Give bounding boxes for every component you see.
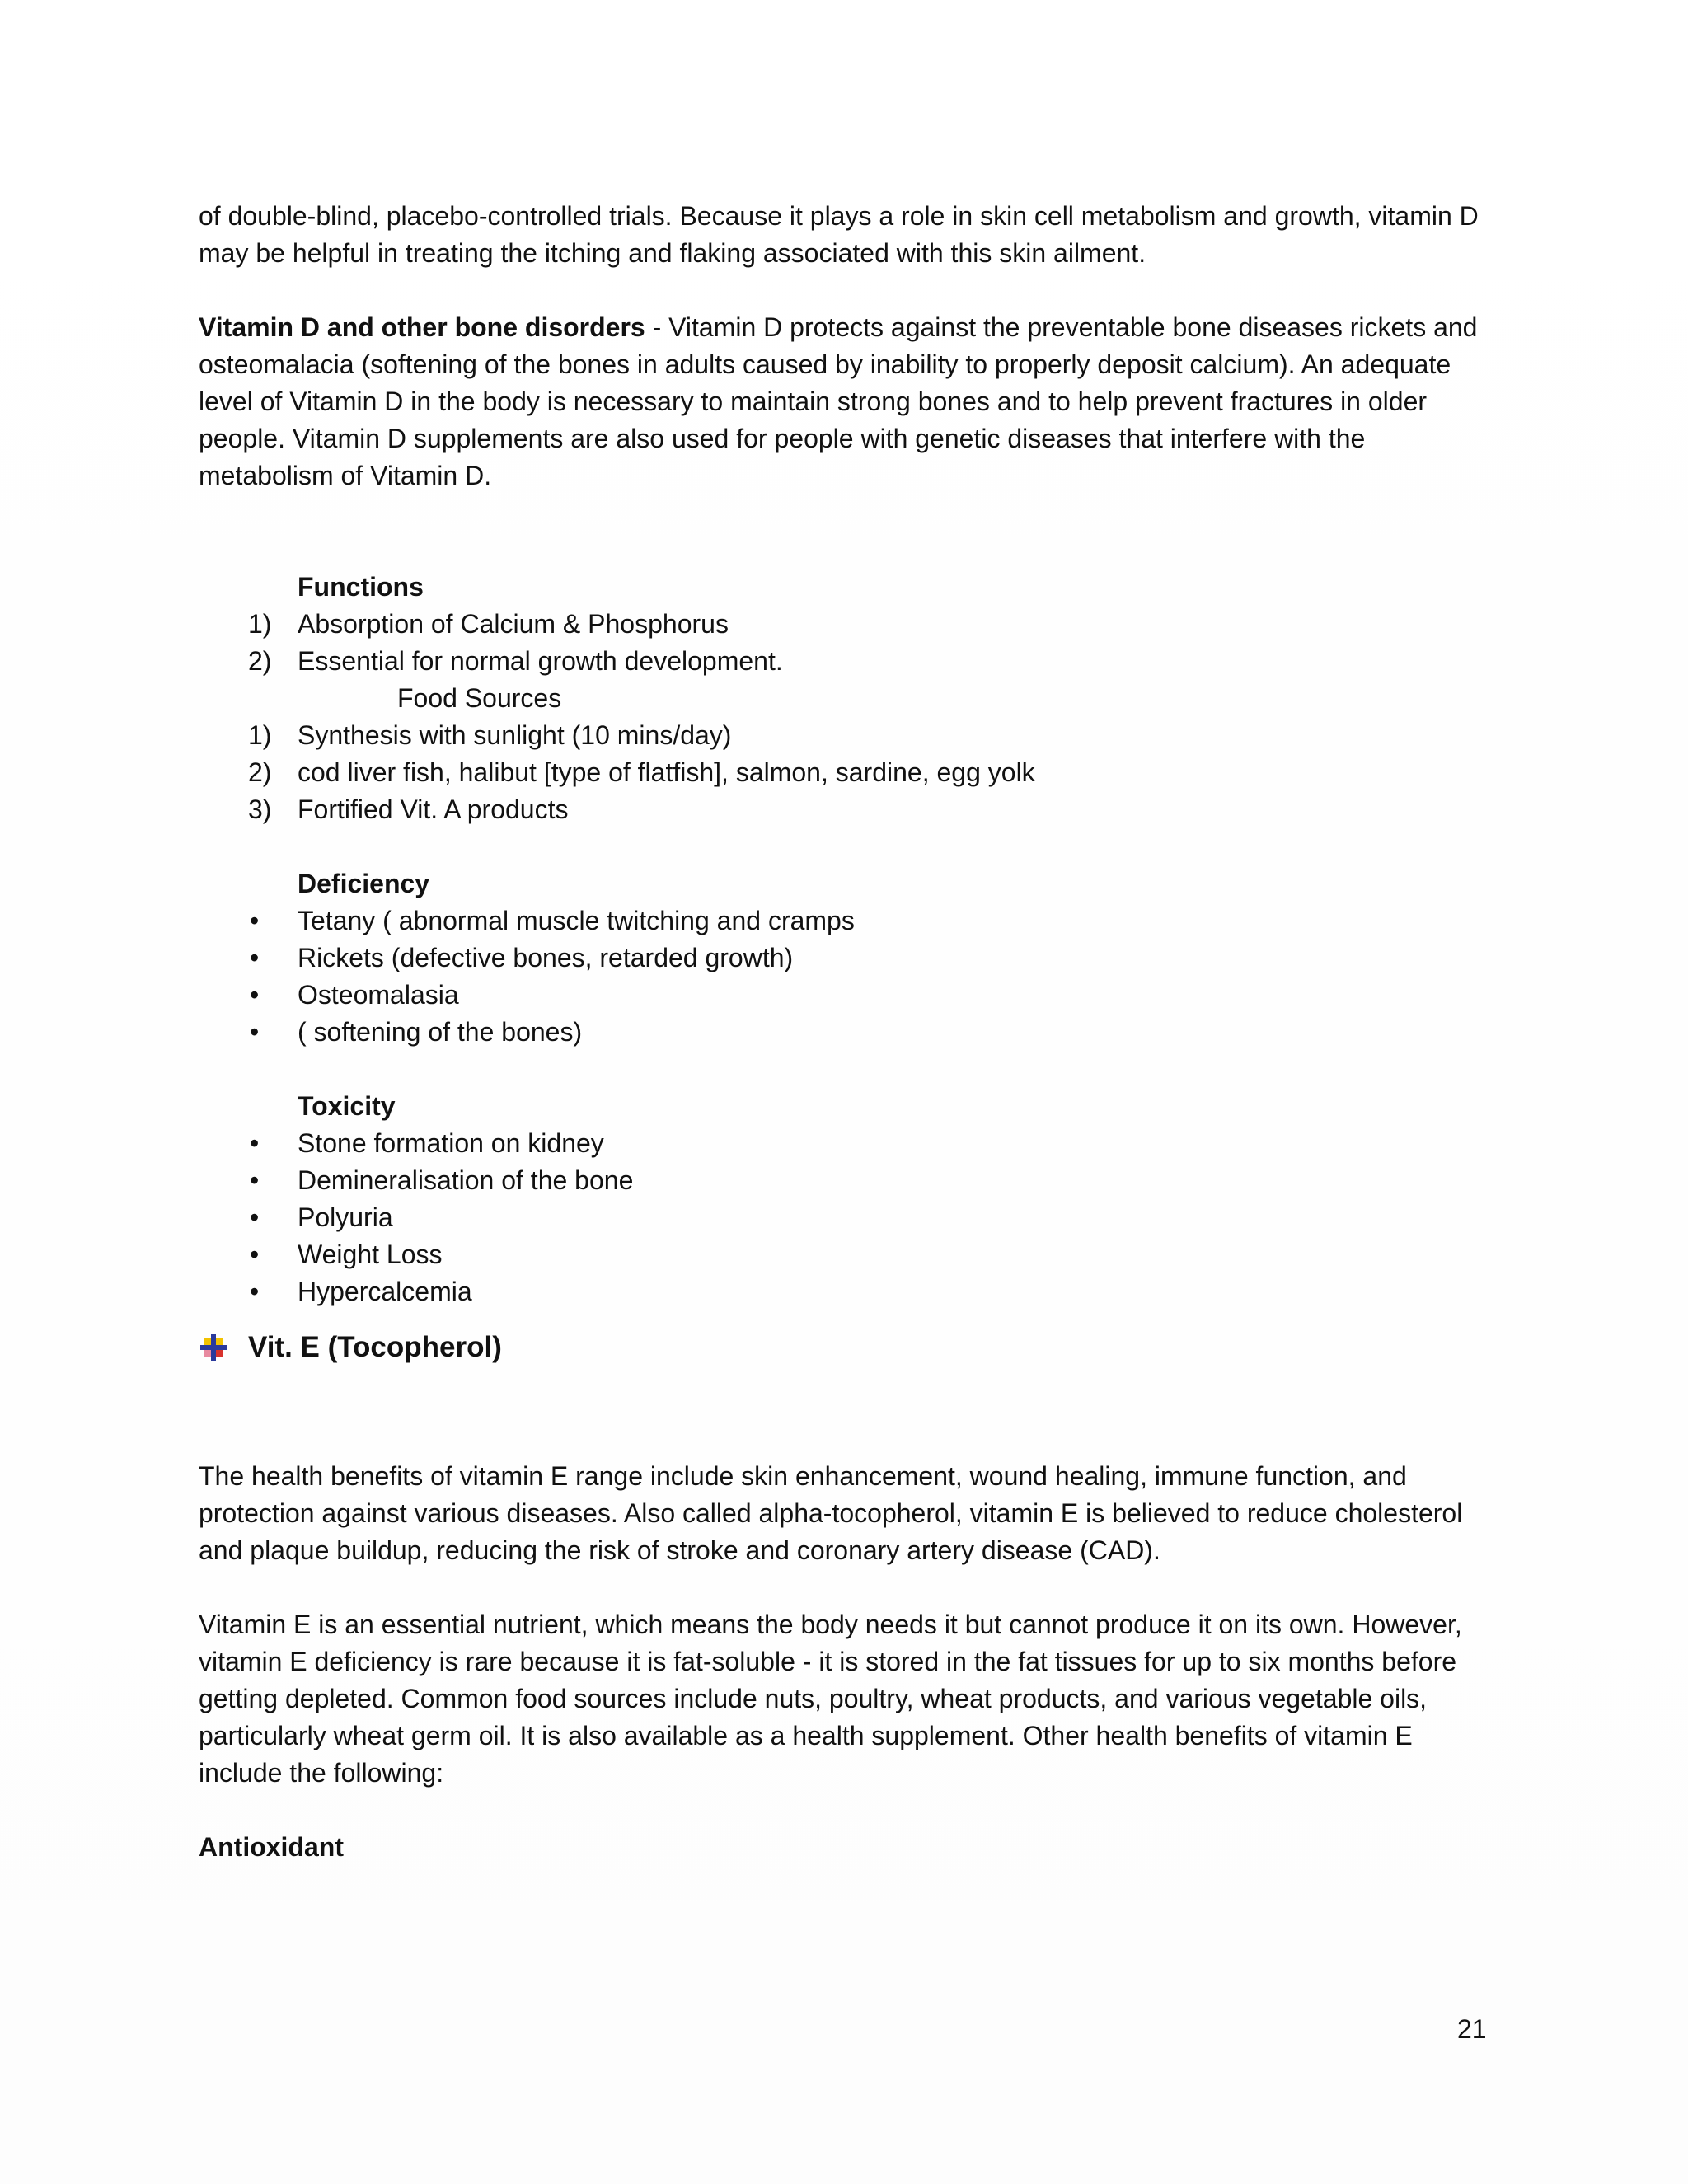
bullet-icon: • — [250, 1277, 260, 1306]
list-item-text: Demineralisation of the bone — [298, 1165, 634, 1195]
bullet-icon: • — [250, 943, 260, 972]
list-item-text: Synthesis with sunlight (10 mins/day) — [298, 720, 732, 750]
bullet-icon: • — [250, 1240, 260, 1269]
list-item-text: Hypercalcemia — [298, 1277, 472, 1306]
bullet-icon: • — [250, 1165, 260, 1195]
list-item — [199, 1236, 1493, 1273]
spacer — [199, 828, 1493, 865]
list-item-text: Polyuria — [298, 1202, 393, 1232]
list-item-text: Fortified Vit. A products — [298, 794, 569, 824]
deficiency-heading: Deficiency — [298, 869, 430, 898]
vit-e-paragraph-2: Vitamin E is an essential nutrient, which means the body needs it but cannot produce it on its own. However, vitamin E deficiency is rare because it is fat-soluble - it is stored in the fat tissues for up to six months before getting depleted. Common food sources include nuts, poultry, wheat products, and various vegetable oils, particularly wheat germ oil. It is also available as a health supplement. Other health benefits of vitamin E include the following: — [199, 1610, 1462, 1788]
vit-e-paragraph-1: The health benefits of vitamin E range include skin enhancement, wound healing, immune function, and protection against various diseases. Also called alpha-tocopherol, vitamin E is believed to reduce cholesterol and plaque buildup, reducing the risk of stroke and coronary artery disease (CAD). — [199, 1461, 1463, 1565]
functions-heading: Functions — [298, 572, 424, 602]
list-item-text: Weight Loss — [298, 1240, 443, 1269]
list-item — [199, 977, 1493, 1014]
bullet-icon: • — [250, 1202, 260, 1232]
vitamin-d-lists — [199, 569, 1493, 1310]
list-item-text: ( softening of the bones) — [298, 1017, 583, 1047]
list-item-text: cod liver fish, halibut [type of flatfish], salmon, sardine, egg yolk — [298, 757, 1035, 787]
intro-paragraph: of double-blind, placebo-controlled trials. Because it plays a role in skin cell metabolism and growth, vitamin D may be helpful in treating the itching and flaking associated with this skin ailment. — [199, 201, 1479, 268]
list-number: 2) — [248, 757, 272, 787]
plus-bullet-icon — [199, 1333, 228, 1362]
list-item — [199, 1125, 1493, 1162]
list-item-text: Tetany ( abnormal muscle twitching and cramps — [298, 906, 855, 935]
toxicity-heading: Toxicity — [298, 1091, 396, 1121]
list-item-text: Absorption of Calcium & Phosphorus — [298, 609, 729, 639]
vit-e-title: Vit. E (Tocopherol) — [248, 1331, 502, 1363]
food-sources-heading: Food Sources — [397, 683, 562, 713]
spacer — [199, 1051, 1493, 1088]
vit-e-heading — [199, 1329, 1493, 1366]
list-item — [199, 754, 1493, 791]
list-number: 1) — [248, 609, 272, 639]
bone-disorders-title: Vitamin D and other bone disorders — [199, 312, 645, 342]
list-item — [199, 1273, 1493, 1310]
bullet-icon: • — [250, 1128, 260, 1158]
antioxidant-heading: Antioxidant — [199, 1832, 344, 1862]
list-item — [199, 1162, 1493, 1199]
list-item-text: Rickets (defective bones, retarded growth) — [298, 943, 794, 972]
list-number: 2) — [248, 646, 272, 676]
list-item — [199, 791, 1493, 828]
list-item-text: Essential for normal growth development. — [298, 646, 783, 676]
list-item — [199, 717, 1493, 754]
list-item — [199, 902, 1493, 940]
list-number: 3) — [248, 794, 272, 824]
page-number: 21 — [1457, 2014, 1487, 2044]
list-item — [199, 940, 1493, 977]
list-item — [199, 1199, 1493, 1236]
bullet-icon: • — [250, 980, 260, 1010]
list-item-text: Osteomalasia — [298, 980, 459, 1010]
list-number: 1) — [248, 720, 272, 750]
bone-disorders-paragraph — [199, 309, 1493, 494]
page-content — [199, 198, 1493, 1866]
bone-disorders-text: - Vitamin D protects against the preventable bone diseases rickets and osteomalacia (softening of the bones in adults caused by inability to properly deposit calcium). An adequate level of Vitamin D in the body is necessary to maintain strong bones and to help prevent fractures in older people. Vitamin D supplements are also used for people with genetic diseases that interfere with the metabolism of Vitamin D. — [199, 312, 1478, 490]
list-item-text: Stone formation on kidney — [298, 1128, 604, 1158]
bullet-icon: • — [250, 1017, 260, 1047]
bullet-icon: • — [250, 906, 260, 935]
list-item — [199, 643, 1493, 680]
list-item — [199, 1014, 1493, 1051]
list-item — [199, 606, 1493, 643]
